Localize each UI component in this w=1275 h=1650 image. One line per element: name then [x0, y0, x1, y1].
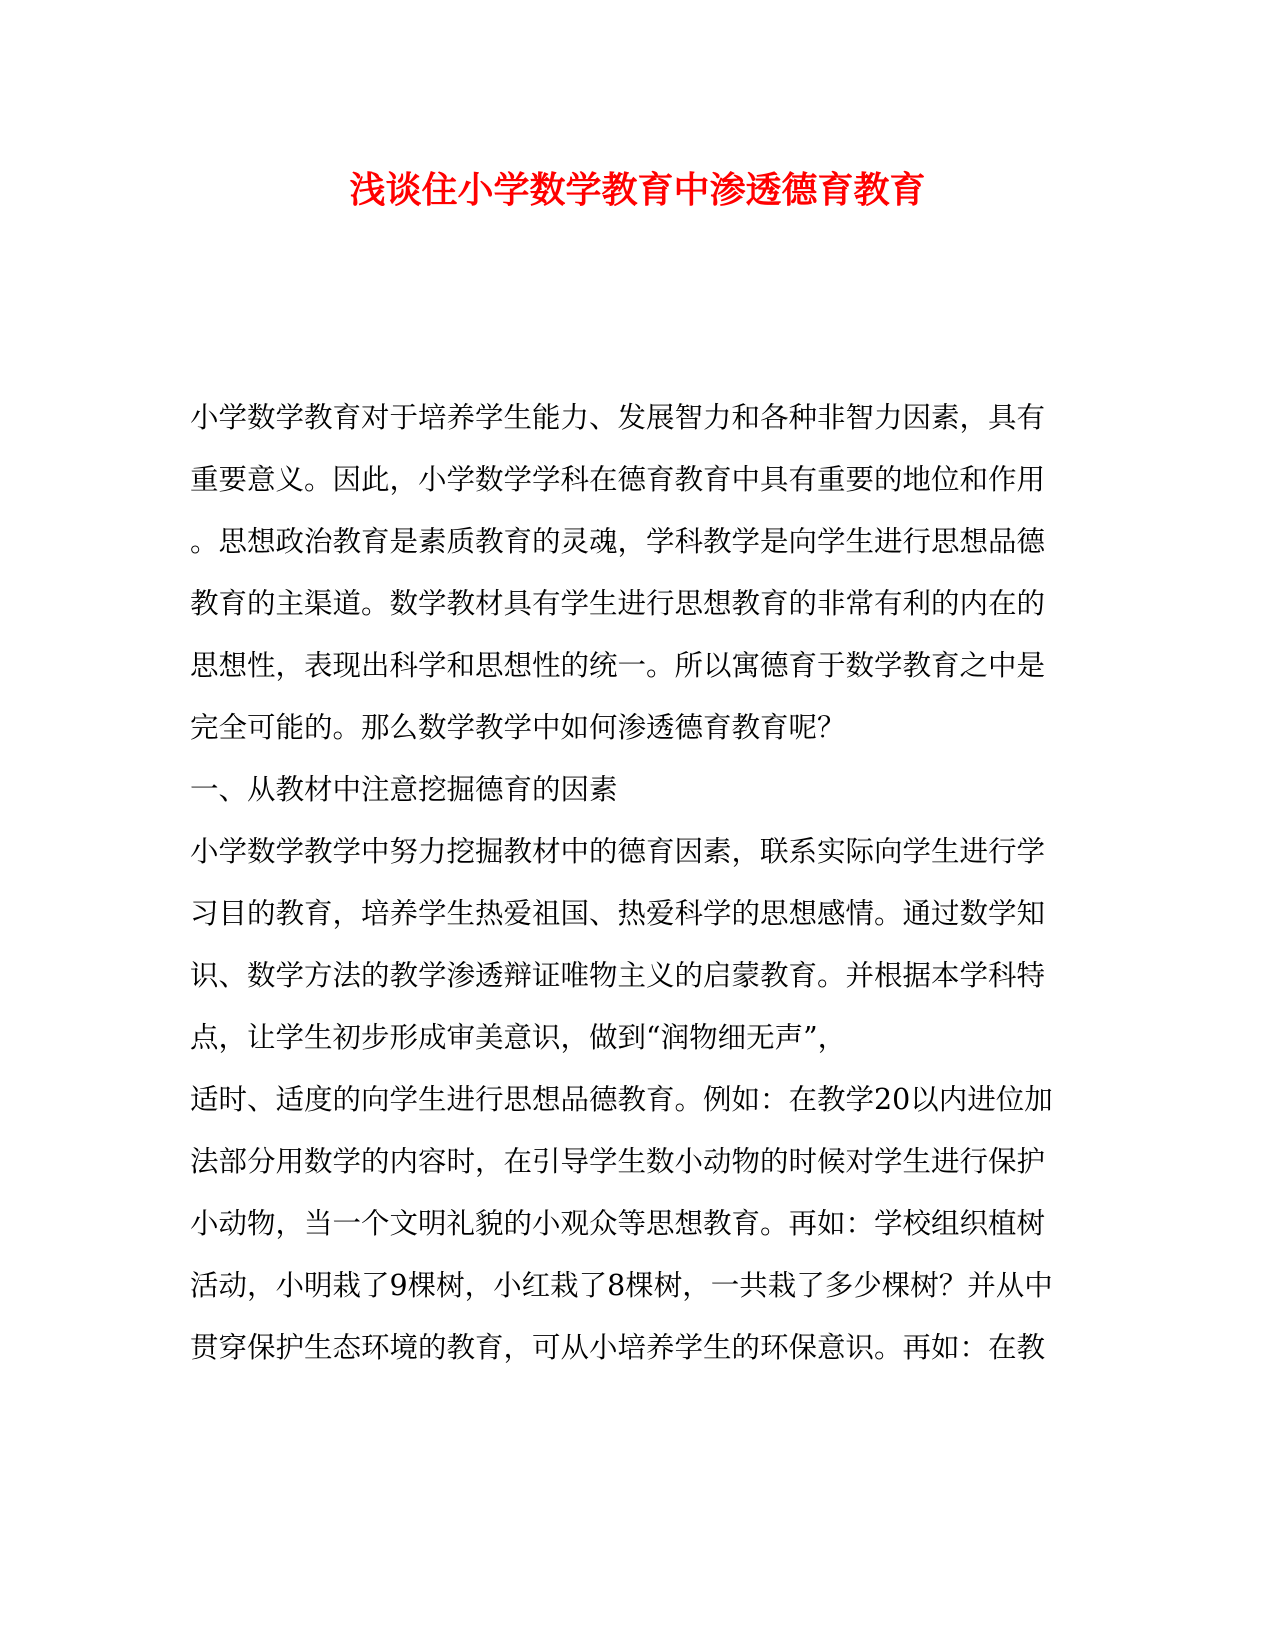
document-title: 浅谈住小学数学教育中渗透德育教育	[349, 169, 926, 211]
paragraph-line: 适时、适度的向学生进行思想品德教育。例如：在教学20以内进位加	[190, 1083, 1053, 1116]
paragraph-line: 教育的主渠道。数学教材具有学生进行思想教育的非常有利的内在的	[190, 587, 1046, 620]
paragraph-line: 活动，小明栽了9棵树，小红栽了8棵树，一共栽了多少棵树？并从中	[190, 1269, 1053, 1302]
paragraph-line: 识、数学方法的教学渗透辩证唯物主义的启蒙教育。并根据本学科特	[190, 959, 1046, 992]
paragraph-line: 重要意义。因此，小学数学学科在德育教育中具有重要的地位和作用	[190, 463, 1046, 496]
paragraph-line: 思想性，表现出科学和思想性的统一。所以寓德育于数学教育之中是	[190, 649, 1046, 682]
paragraph-line: 小学数学教学中努力挖掘教材中的德育因素，联系实际向学生进行学	[190, 835, 1046, 868]
paragraph-line: 小学数学教育对于培养学生能力、发展智力和各种非智力因素，具有	[190, 401, 1046, 434]
paragraph-line: 。思想政治教育是素质教育的灵魂，学科教学是向学生进行思想品德	[190, 525, 1046, 558]
section-heading: 一、从教材中注意挖掘德育的因素	[190, 773, 618, 806]
paragraph-line: 法部分用数学的内容时，在引导学生数小动物的时候对学生进行保护	[190, 1145, 1046, 1178]
paragraph-line: 完全可能的。那么数学教学中如何渗透德育教育呢？	[190, 711, 846, 744]
paragraph-line: 小动物，当一个文明礼貌的小观众等思想教育。再如：学校组织植树	[190, 1207, 1046, 1240]
paragraph-line: 习目的教育，培养学生热爱祖国、热爱科学的思想感情。通过数学知	[190, 897, 1046, 930]
paragraph-line: 贯穿保护生态环境的教育，可从小培养学生的环保意识。再如：在教	[190, 1331, 1046, 1364]
paragraph-line: 点，让学生初步形成审美意识，做到“润物细无声”，	[190, 1021, 847, 1054]
